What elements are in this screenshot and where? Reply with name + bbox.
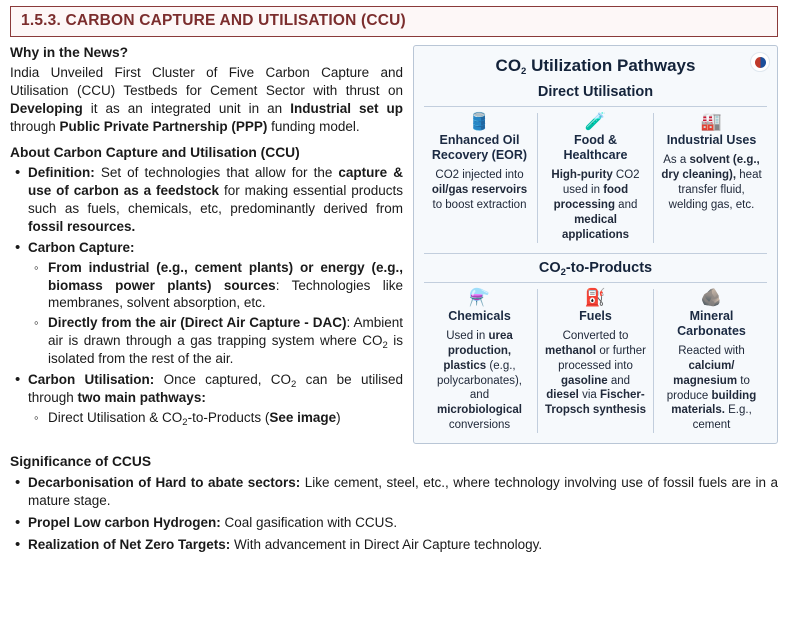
utilisation-subscript: 2 <box>291 379 297 391</box>
divider-3 <box>424 282 767 283</box>
fuel-t4: via <box>578 389 600 402</box>
list-item-pathways <box>48 409 403 427</box>
band2-title-main: CO <box>538 259 561 276</box>
pathways-bold: See image <box>269 410 337 426</box>
utilisation-bold-2: two main pathways: <box>77 390 206 406</box>
cell-mineral-heading: Mineral Carbonates <box>677 308 746 338</box>
content-columns <box>10 45 778 444</box>
cell-food-healthcare <box>537 113 653 243</box>
flask-icon: 🧪 <box>584 112 607 131</box>
capture-sub2-text-2: is isolated from the rest of the air. <box>48 333 403 367</box>
utilisation-label: Carbon Utilisation: <box>28 372 155 388</box>
why-in-news-heading: Why in the News? <box>10 45 129 60</box>
infographic <box>413 45 778 444</box>
carbon-capture-label: Carbon Capture: <box>28 239 135 255</box>
why-bold-3: Public Private Partnership (PPP) <box>59 118 268 134</box>
divider-1 <box>424 106 767 107</box>
sig-text-2: With advancement in Direct Air Capture technology. <box>230 537 543 553</box>
why-in-news-paragraph <box>10 64 403 136</box>
food-b3: medical applications <box>561 213 630 241</box>
pathways-text-3: ) <box>336 410 341 426</box>
why-bold-2: Industrial set up <box>290 100 403 116</box>
definition-label: Definition: <box>28 164 95 180</box>
band-direct-utilisation-title: Direct Utilisation <box>537 84 654 100</box>
section-title-bar <box>10 6 778 37</box>
food-t2: and <box>614 198 638 211</box>
oil-drop-icon: 🛢️ <box>468 112 491 131</box>
band-co2-to-products-cells <box>422 289 769 434</box>
divider-2 <box>424 253 767 254</box>
infographic-title-main: CO <box>495 56 522 75</box>
list-item-capture-industrial <box>48 259 403 313</box>
ind-b1: solvent (e.g., dry cleaning), <box>661 154 760 181</box>
why-text-1: India Unveiled First Cluster of Five Carbon Capture and Utilisation (CCU) Testbeds for Cement Sector with thrust on <box>10 65 403 98</box>
capture-sub2-subscript: 2 <box>382 340 388 352</box>
cell-industrial-body <box>661 153 762 213</box>
capture-sub1-text: : Technologies like membranes, solvent absorption, etc. <box>48 277 404 311</box>
mineral-icon: 🪨 <box>700 287 723 307</box>
right-column <box>413 45 778 444</box>
infographic-title-sub: 2 <box>521 66 527 77</box>
sig-text-1: Coal gasification with CCUS. <box>220 515 398 531</box>
cell-enhanced-oil-recovery <box>422 113 537 243</box>
eor-b1: oil/gas reservoirs <box>431 183 528 196</box>
logo-circle <box>755 57 766 68</box>
cell-mineral-body <box>661 344 762 434</box>
about-ccu-list <box>10 164 403 427</box>
beaker-icon: ⚗️ <box>468 287 491 307</box>
cell-food-body <box>545 168 646 243</box>
about-ccu-heading: About Carbon Capture and Utilisation (CCU) <box>10 144 300 160</box>
band-direct-utilisation-cells <box>422 113 769 243</box>
infographic-title-rest: Utilization Pathways <box>526 56 696 75</box>
fuel-b1: methanol <box>545 344 597 357</box>
food-b2: food processing <box>553 183 629 211</box>
min-b2: building materials. <box>671 389 757 417</box>
fuel-t1: Converted to <box>562 329 629 342</box>
cell-food-heading: Food & Healthcare <box>563 133 628 162</box>
ind-t2: heat transfer fluid, welding gas, etc. <box>668 168 762 211</box>
factory-icon: 🏭 <box>700 112 723 131</box>
cell-industrial-uses <box>653 113 769 243</box>
cell-industrial-heading: Industrial Uses <box>666 133 757 147</box>
sig-text-0: Like cement, steel, etc., where technology involving use of fossil fuels are in a mature stage. <box>28 475 779 509</box>
list-item-decarbonisation <box>28 474 778 510</box>
cell-eor-heading: Enhanced Oil Recovery (EOR) <box>431 133 528 162</box>
chem-t2: (e.g., polycarbonates), and <box>436 359 523 402</box>
cell-fuels <box>537 289 653 434</box>
eor-t2: to boost extraction <box>432 198 527 211</box>
list-item-definition <box>28 164 403 236</box>
cell-fuels-body <box>545 329 646 419</box>
list-item-net-zero <box>28 536 778 554</box>
fuel-b2: gasoline <box>560 374 608 387</box>
capture-sub2-text-1: : Ambient air is drawn through a gas trapping system where CO <box>48 315 403 349</box>
why-text-3: through <box>10 118 60 134</box>
pathways-text-2: -to-Products ( <box>187 410 270 426</box>
brand-logo-icon <box>750 52 770 72</box>
fuel-b4: Fischer-Tropsch synthesis <box>545 389 646 417</box>
cell-eor-body <box>429 168 530 213</box>
sig-bold-0: Decarbonisation of Hard to abate sectors: <box>28 475 301 491</box>
left-column <box>10 45 403 430</box>
infographic-title <box>422 56 769 76</box>
ind-t1: As a <box>663 154 690 166</box>
cell-chemicals-heading: Chemicals <box>448 308 511 323</box>
definition-text-1: Set of technologies that allow for the <box>94 164 339 180</box>
band2-title-sub: 2 <box>560 266 566 278</box>
significance-list <box>10 474 778 554</box>
cell-chemicals-body <box>429 329 530 434</box>
definition-bold-1: capture & use of carbon as a feedstock <box>28 164 403 198</box>
utilisation-text-2: can be utilised through <box>28 372 403 406</box>
list-item-hydrogen <box>28 514 778 532</box>
fuel-t2: or further processed into <box>558 344 646 372</box>
min-t2: to produce <box>666 374 750 402</box>
fuel-b3: diesel <box>546 389 579 402</box>
list-item-carbon-capture <box>28 239 403 369</box>
chem-t3: conversions <box>448 419 511 432</box>
why-text-4: funding model. <box>267 118 360 134</box>
utilisation-sublist <box>28 409 403 427</box>
fuel-pump-icon: ⛽ <box>584 287 607 307</box>
definition-text-2: for making essential products such as fuels, chemicals, etc, predominantly derived from <box>28 182 403 216</box>
carbon-capture-sublist <box>28 259 403 369</box>
band2-title-rest: -to-Products <box>565 259 653 276</box>
list-item-carbon-utilisation <box>28 371 403 427</box>
min-b1: calcium/ magnesium <box>673 359 738 387</box>
capture-sub1-bold: From industrial (e.g., cement plants) or energy (e.g., biomass power plants) sources <box>48 259 403 293</box>
fuel-t3: and <box>607 374 631 387</box>
sig-bold-2: Realization of Net Zero Targets: <box>28 537 231 553</box>
food-b1: High-purity <box>551 169 613 181</box>
definition-bold-2: fossil resources. <box>28 218 136 234</box>
significance-heading: Significance of CCUS <box>10 454 152 470</box>
band-co2-to-products-title <box>422 260 769 276</box>
why-text-2: it as an integrated unit in an <box>82 100 291 116</box>
cell-fuels-heading: Fuels <box>579 308 612 323</box>
page-title: 1.5.3. CARBON CAPTURE AND UTILISATION (CCU) <box>21 12 406 29</box>
chem-t1: Used in <box>446 329 489 342</box>
eor-t1: CO2 injected into <box>435 169 524 181</box>
cell-mineral-carbonates <box>653 289 769 434</box>
why-bold-1: Developing <box>10 100 83 116</box>
utilisation-text-1: Once captured, CO <box>154 372 291 388</box>
list-item-capture-dac <box>48 314 403 368</box>
chem-b2: microbiological <box>437 404 522 417</box>
significance-section <box>10 454 778 554</box>
chem-b1: urea production, plastics <box>443 329 513 372</box>
capture-sub2-bold: Directly from the air (Direct Air Capture - DAC) <box>48 315 347 331</box>
food-t1: CO2 used in <box>562 169 640 196</box>
pathways-subscript: 2 <box>182 417 188 429</box>
sig-bold-1: Propel Low carbon Hydrogen: <box>28 515 221 531</box>
min-t3: E.g., cement <box>692 404 752 432</box>
cell-chemicals <box>422 289 537 434</box>
pathways-text-1: Direct Utilisation & CO <box>48 410 183 426</box>
min-t1: Reacted with <box>678 344 745 357</box>
